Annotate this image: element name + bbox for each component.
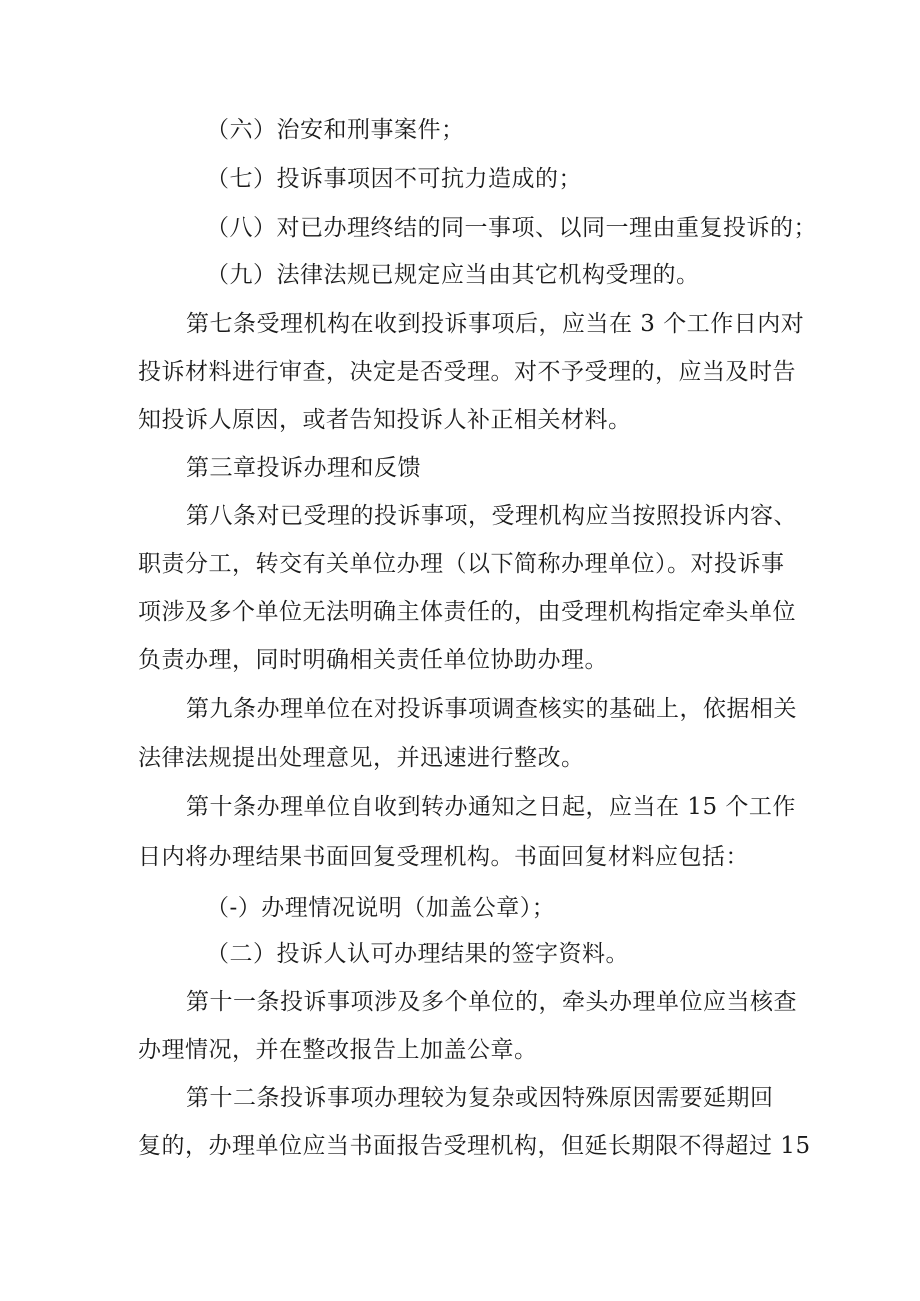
article-11-line-1: 第十一条投诉事项涉及多个单位的，牵头办理单位应当核查 <box>186 989 797 1015</box>
article-7-line-2: 投诉材料进行审查，决定是否受理。对不予受理的，应当及时告 <box>138 359 796 385</box>
article-8-line-4: 负责办理，同时明确相关责任单位协助办理。 <box>138 647 608 673</box>
article-10-line-1: 第十条办理单位自收到转办通知之日起，应当在 15 个工作 <box>186 794 796 820</box>
list-item-8: （八）对已办理终结的同一事项、以同一理由重复投诉的； <box>206 215 817 241</box>
article-12-line-2: 复的，办理单位应当书面报告受理机构，但延长期限不得超过 15 <box>138 1133 811 1159</box>
chapter-3-heading: 第三章投诉办理和反馈 <box>186 455 421 481</box>
article-9-line-2: 法律法规提出处理意见，并迅速进行整改。 <box>138 745 585 771</box>
list-item-6: （六）治安和刑事案件； <box>206 117 465 143</box>
list-item-1: （-）办理情况说明（加盖公章）； <box>206 895 556 921</box>
list-item-7: （七）投诉事项因不可抗力造成的； <box>206 166 582 192</box>
article-7-line-3: 知投诉人原因，或者告知投诉人补正相关材料。 <box>138 407 632 433</box>
article-10-line-2: 日内将办理结果书面回复受理机构。书面回复材料应包括： <box>138 844 749 870</box>
list-item-9: （九）法律法规已规定应当由其它机构受理的。 <box>206 262 700 288</box>
article-7-line-1: 第七条受理机构在收到投诉事项后，应当在 3 个工作日内对 <box>186 311 805 337</box>
article-9-line-1: 第九条办理单位在对投诉事项调查核实的基础上，依据相关 <box>186 696 797 722</box>
article-8-line-1: 第八条对已受理的投诉事项，受理机构应当按照投诉内容、 <box>186 503 797 529</box>
article-8-line-3: 项涉及多个单位无法明确主体责任的，由受理机构指定牵头单位 <box>138 599 796 625</box>
article-12-line-1: 第十二条投诉事项办理较为复杂或因特殊原因需要延期回 <box>186 1085 774 1111</box>
article-8-line-2: 职责分工，转交有关单位办理（以下简称办理单位）。对投诉事 <box>138 551 785 577</box>
list-item-2: （二）投诉人认可办理结果的签字资料。 <box>206 941 629 967</box>
article-11-line-2: 办理情况，并在整改报告上加盖公章。 <box>138 1037 538 1063</box>
